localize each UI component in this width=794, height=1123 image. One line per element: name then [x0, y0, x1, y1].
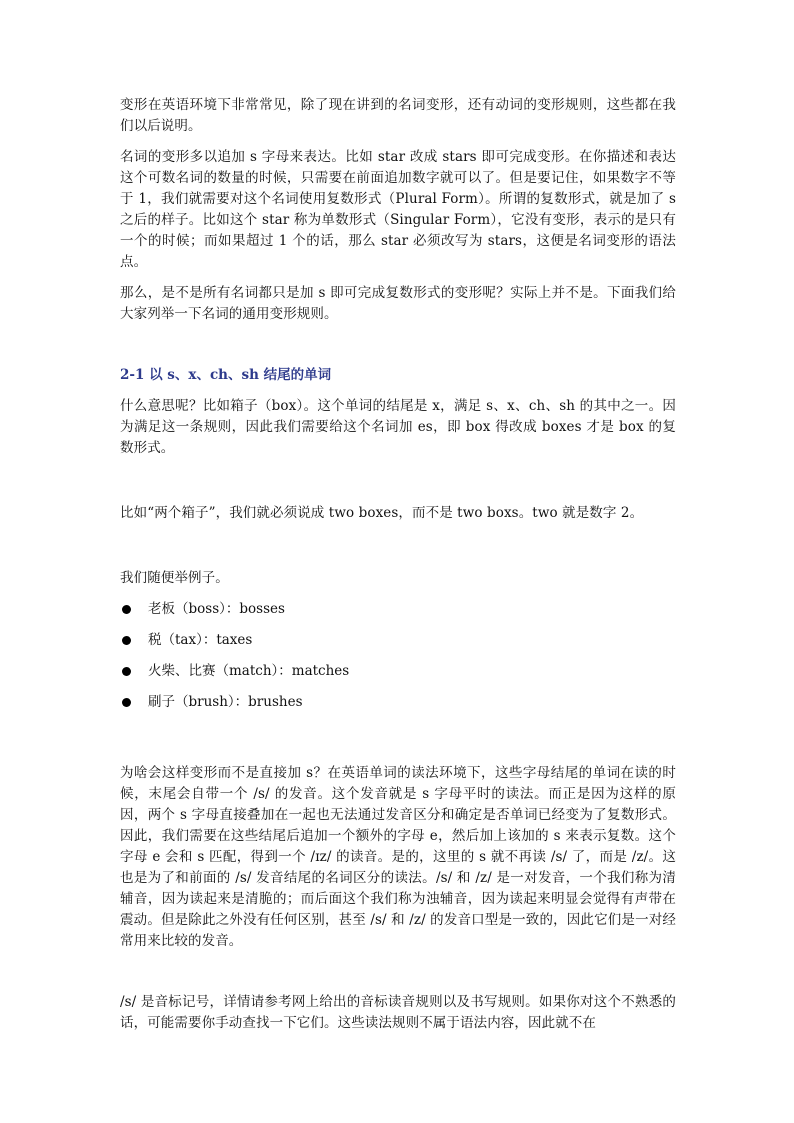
- rules-intro-paragraph: 那么，是不是所有名词都只是加 s 即可完成复数形式的变形呢？实际上并不是。下面我们给大家列举一下名词的通用变形规则。: [120, 285, 676, 322]
- example-text: 税（tax）：taxes: [148, 632, 253, 648]
- bullet-icon: [122, 698, 131, 707]
- plural-explanation-paragraph: 名词的变形多以追加 s 字母来表达。比如 star 改成 stars 即可完成变形。在你描述和表达这个可数名词的数量的时候，只需要在前面追加数字就可以了。但是要记住，如果数字不等于 1，我们就需要对这个名词使用复数形式（Plural Form）。所谓的复数形式，就是加了 s 之后的样子。比如这个 star 称为单数形式（Singular Form），它没有变形，表示的是只有一个的时候；而如果超过 1 个的话，那么 star 必须改写为 stars，这便是名词变形的语法点。: [120, 149, 676, 270]
- bullet-icon: [122, 667, 131, 676]
- list-item: [120, 630, 676, 651]
- box-example-paragraph: 什么意思呢？比如箱子（box）。这个单词的结尾是 x，满足 s、x、ch、sh 的其中之一。因为满足这一条规则，因此我们需要给这个名词加 es，即 box 得改成 boxes 才是 box 的复数形式。: [120, 398, 676, 456]
- bullet-icon: [122, 605, 131, 614]
- intro-paragraph: 变形在英语环境下非常常见，除了现在讲到的名词变形，还有动词的变形规则，这些都在我们以后说明。: [120, 97, 676, 134]
- list-item: [120, 692, 676, 713]
- pronunciation-paragraph: 为啥会这样变形而不是直接加 s？在英语单词的读法环境下，这些字母结尾的单词在读的时候，末尾会自带一个 /s/ 的发音。这个发音就是 s 字母平时的读法。而正是因为这样的原因，两个 s 字母直接叠加在一起也无法通过发音区分和确定是否单词已经变为了复数形式。因此，我们需要在这些结尾后追加一个额外的字母 e，然后加上该加的 s 来表示复数。这个字母 e 会和 s 匹配，得到一个 /ɪz/ 的读音。是的，这里的 s 就不再读 /s/ 了，而是 /z/。这也是为了和前面的 /s/ 发音结尾的名词区分的读法。/s/ 和 /z/ 是一对发音，一个我们称为清辅音，因为读起来是清脆的；而后面这个我们称为浊辅音，因为读起来明显会觉得有声带在震动。但是除此之外没有任何区别，甚至 /s/ 和 /z/ 的发音口型是一致的，因此它们是一对经常用来比较的发音。: [120, 765, 676, 949]
- bullet-icon: [122, 636, 131, 645]
- document-page: [120, 95, 676, 1034]
- section-heading: 2-1 以 s、x、ch、sh 结尾的单词: [120, 367, 332, 383]
- example-text: 火柴、比赛（match）：matches: [148, 663, 350, 679]
- list-item: [120, 661, 676, 682]
- phonetic-note-paragraph: /s/ 是音标记号，详情请参考网上给出的音标读音规则以及书写规则。如果你对这个不熟悉的话，可能需要你手动查找一下它们。这些读法规则不属于语法内容，因此就不在: [120, 994, 676, 1031]
- example-text: 刷子（brush）：brushes: [148, 694, 303, 710]
- examples-intro: 我们随便举例子。: [120, 570, 229, 586]
- two-boxes-paragraph: 比如“两个箱子”，我们就必须说成 two boxes，而不是 two boxs。two 就是数字 2。: [120, 505, 644, 521]
- list-item: [120, 599, 676, 620]
- examples-list: [120, 599, 676, 713]
- example-text: 老板（boss）：bosses: [148, 601, 285, 617]
